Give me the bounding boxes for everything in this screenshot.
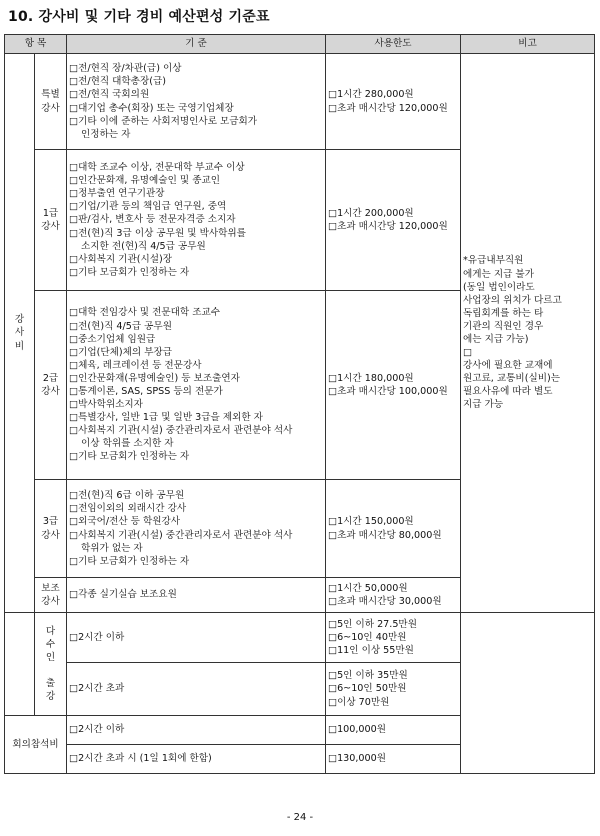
remarks-empty-cell (461, 613, 595, 774)
special-lecturer-label: 특별 강사 (35, 54, 67, 150)
header-limit: 사용한도 (326, 35, 461, 54)
meeting-over2-limit: □130,000원 (326, 745, 461, 774)
header-category: 항 목 (5, 35, 67, 54)
grade1-lecturer-criteria: □대학 조교수 이상, 전문대학 부교수 이상 □인간문화재, 유명예술인 및 종교인 □정부출연 연구기관장 □기업/기관 등의 책임급 연구원, 중역 □판/검사, 변호사 등 전문자격증 소지자 □전(현)직 3급 이상 공무원 및 박사학위를 소지한 전(현)직 4/5급 공무원 □사회복지 기관(시설)장 □기타 모금회가 인정하는 자 (67, 150, 326, 291)
budget-standard-table (4, 34, 595, 774)
multi-over2-criteria: □2시간 초과 (67, 663, 326, 716)
assistant-lecturer-limit: □1시간 50,000원 □초과 매시간당 30,000원 (326, 578, 461, 613)
multi-under2-criteria: □2시간 이하 (67, 613, 326, 663)
meeting-under2-criteria: □2시간 이하 (67, 716, 326, 745)
meeting-fee-label: 회의참석비 (5, 716, 67, 774)
meeting-under2-limit: □100,000원 (326, 716, 461, 745)
table-header-row (5, 35, 595, 54)
lecturer-fee-category: 강 사 비 (5, 54, 35, 613)
multi-under2-limit: □5인 이하 27.5만원 □6~10인 40만원 □11인 이상 55만원 (326, 613, 461, 663)
header-criteria: 기 준 (67, 35, 326, 54)
grade2-lecturer-criteria: □대학 전임강사 및 전문대학 조교수 □전(현)직 4/5급 공무원 □중소기업체 임원급 □기업(단체)체의 부장급 □체육, 레크레이션 등 전문강사 □인간문화재(유명예술인) 등 보조출연자 □통계이론, SAS, SPSS 등의 전문가 □박사학위소지자 □특별강사, 일반 1급 및 일반 3급을 제외한 자 □사회복지 기관(시설) 중간관리자로서 관련분야 석사 이상 학위를 소지한 자 □기타 모금회가 인정하는 자 (67, 291, 326, 480)
page-title: 10. 강사비 및 기타 경비 예산편성 기준표 (8, 9, 270, 25)
header-remarks: 비고 (461, 35, 595, 54)
assistant-lecturer-criteria: □각종 실기실습 보조요원 (67, 578, 326, 613)
grade2-lecturer-label: 2급 강사 (35, 291, 67, 480)
multi-person-label: 다 수 인 출 강 (35, 613, 67, 716)
meeting-over2-criteria: □2시간 초과 시 (1일 1회에 한함) (67, 745, 326, 774)
multi-over2-limit: □5인 이하 35만원 □6~10인 50만원 □이상 70만원 (326, 663, 461, 716)
special-lecturer-criteria: □전/현직 장/차관(급) 이상 □전/현직 대학총장(급) □전/현직 국회의원 □대기업 총수(회장) 또는 국영기업체장 □기타 이에 준하는 사회저명인사로 모금회가 인정하는 자 (67, 54, 326, 150)
table-row (5, 54, 595, 150)
multi-blank-cell (5, 613, 35, 716)
table-row (5, 613, 595, 663)
page-number: - 24 - (286, 812, 314, 823)
grade3-lecturer-limit: □1시간 150,000원 □초과 매시간당 80,000원 (326, 480, 461, 578)
assistant-lecturer-label: 보조 강사 (35, 578, 67, 613)
grade2-lecturer-limit: □1시간 180,000원 □초과 매시간당 100,000원 (326, 291, 461, 480)
grade3-lecturer-label: 3급 강사 (35, 480, 67, 578)
special-lecturer-limit: □1시간 280,000원 □초과 매시간당 120,000원 (326, 54, 461, 150)
grade1-lecturer-limit: □1시간 200,000원 □초과 매시간당 120,000원 (326, 150, 461, 291)
grade3-lecturer-criteria: □전(현)직 6급 이하 공무원 □전임이외의 외래시간 강사 □외국어/전산 등 학원강사 □사회복지 기관(시설) 중간관리자로서 관련분야 석사 학위가 없는 자 □기타 모금회가 인정하는 자 (67, 480, 326, 578)
grade1-lecturer-label: 1급 강사 (35, 150, 67, 291)
remarks-cell: *유급내부직원 에게는 지급 불가 (동일 법인이라도 사업장의 위치가 다르고 독립회계를 하는 타 기관의 직원인 경우 에는 지급 가능) □ 강사에 필요한 교재에 원고료, 교통비(실비)는 필요사유에 따라 별도 지급 가능 (461, 54, 595, 613)
